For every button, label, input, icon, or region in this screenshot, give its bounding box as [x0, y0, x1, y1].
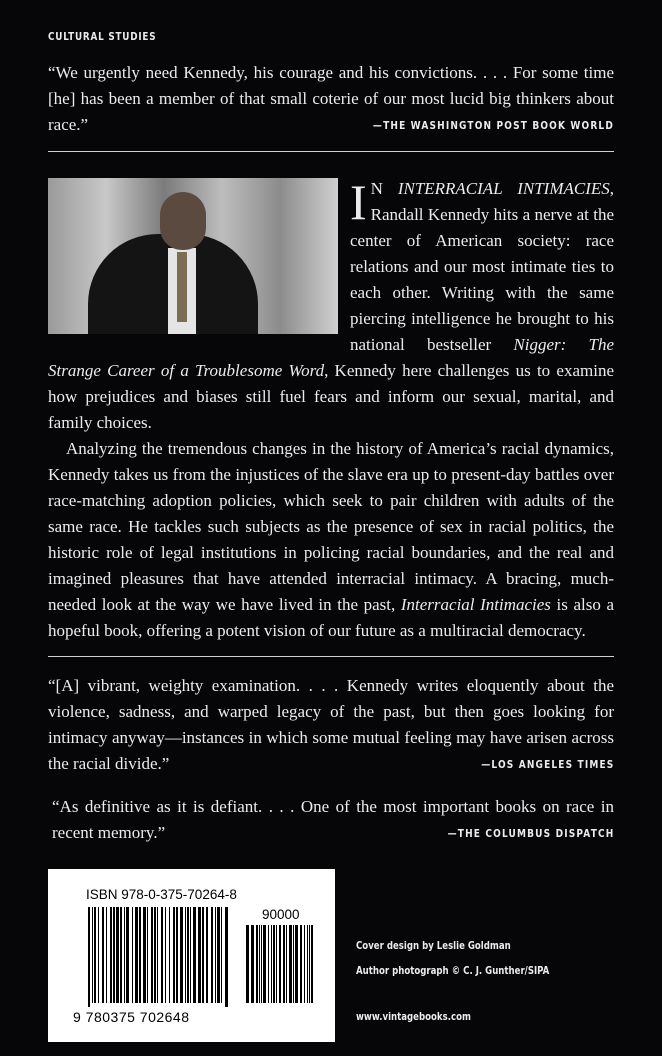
divider [48, 656, 614, 657]
barcode-bar [165, 907, 166, 1003]
credits [356, 869, 604, 1035]
price-barcode-bar [286, 925, 287, 1003]
barcode-bar [193, 907, 196, 1003]
book-title: INTERRACIAL INTIMACIES [397, 179, 610, 198]
price-barcode-bar [304, 925, 305, 1003]
barcode-bar [147, 907, 148, 1003]
barcode-bar [221, 907, 222, 1003]
price-barcode-bar [263, 925, 266, 1003]
barcode-bar [173, 907, 175, 1003]
barcode-bar [190, 907, 191, 1003]
barcode-bar [202, 907, 204, 1003]
quote-columbus-dispatch [48, 794, 614, 847]
barcode-bar [88, 907, 90, 1007]
quote-los-angeles-times [48, 673, 614, 778]
barcode-bar [151, 907, 153, 1003]
description-paragraph-2: Analyzing the tremendous changes in the history of America’s racial dynamics, Kennedy takes us from the injustices of the slave era up to present-day battles over race-matching adoption policies, which seek to pair children with adults of the same race. He tackles such subjects as the presence of sex in racial politics, the historic role of legal institutions in policing racial boundaries, and the real and imagined pleasures that have attended interracial intimacy. A bracing, much-needed look at the way we have lived in the past, Interracial Intimacies is also a hopeful book, offering a potent vision of our future as a multiracial democracy. [48, 439, 615, 640]
price-barcode-bar [273, 925, 275, 1003]
barcode-bars [88, 907, 318, 1007]
price-barcode-bar [259, 925, 260, 1003]
website-link[interactable]: www.vintagebooks.com [356, 1010, 471, 1023]
quote-text: “As definitive as it is defiant. . . . One of the most important books on race in recent memory.” [52, 797, 614, 842]
price-barcode-bar [283, 925, 285, 1003]
barcode-bar [154, 907, 156, 1003]
barcode-bar [113, 907, 115, 1003]
price-barcode-bar [256, 925, 258, 1003]
quote-text: “[A] vibrant, weighty examination. . . . Kennedy writes eloquently about the violence, sadness, and warped legacy of the past, but then goes looking for intimacy anyway—instances in which some mutual feeling may have arisen across the racial divide.” [48, 676, 614, 773]
barcode-bar [120, 907, 122, 1003]
barcode-bar [126, 907, 129, 1003]
price-barcode-bar [251, 925, 254, 1003]
isbn-number: ISBN 978-0-375-70264-8 [86, 887, 237, 902]
price-barcode-bar [307, 925, 308, 1003]
barcode-bar [110, 907, 112, 1003]
quote-text: “We urgently need Kennedy, his courage and his convictions. . . . For some time [he] has been a member of that small coterie of our most lucid big thinkers about race.” [48, 63, 614, 134]
price-barcode-bar [279, 925, 281, 1003]
back-cover [48, 0, 614, 1056]
cover-design-credit: Cover design by Leslie Goldman [356, 939, 511, 952]
book-description [48, 176, 614, 644]
price-barcode-bar [261, 925, 262, 1003]
previous-book-title: Nigger: The Strange Career of a Troublesome Word [48, 335, 614, 380]
price-barcode-bar [311, 925, 313, 1003]
barcode-bar [206, 907, 208, 1003]
barcode-bar [185, 907, 186, 1003]
barcode-bar [124, 907, 125, 1003]
barcode-bar [106, 907, 107, 1003]
barcode-bar [102, 907, 104, 1003]
quote-washington-post [48, 60, 614, 139]
barcode-bar [225, 907, 228, 1007]
price-barcode-bar [309, 925, 310, 1003]
bottom-row [48, 869, 614, 1042]
author-photo [48, 178, 338, 334]
barcode-bar [176, 907, 178, 1003]
price-barcode-bar [276, 925, 277, 1003]
price-barcode-bar [289, 925, 292, 1003]
price-barcode-bar [271, 925, 272, 1003]
barcode-bar [215, 907, 216, 1003]
drop-cap: I [350, 174, 367, 230]
price-barcode-bar [295, 925, 298, 1003]
barcode-bar [211, 907, 213, 1003]
barcode-bar [135, 907, 138, 1003]
barcode-bar [157, 907, 158, 1003]
price-code: 90000 [262, 907, 300, 922]
barcode-bar [92, 907, 93, 1003]
barcode-digits: 9 780375 702648 [73, 1009, 190, 1025]
photo-credit: Author photograph © C. J. Gunther/SIPA [356, 964, 550, 977]
barcode-bar [198, 907, 201, 1003]
divider [48, 151, 614, 152]
barcode-bar [132, 907, 133, 1003]
price-barcode-bar [246, 925, 249, 1003]
barcode-bar [94, 907, 96, 1003]
barcode-bar [139, 907, 141, 1003]
barcode-bar [143, 907, 146, 1003]
price-barcode-bar [293, 925, 294, 1003]
category-label: CULTURAL STUDIES [48, 30, 157, 43]
quote-source: —THE COLUMBUS DISPATCH [447, 827, 614, 840]
price-barcode-bar [268, 925, 269, 1003]
barcode-bar [98, 907, 99, 1003]
barcode-bar [169, 907, 170, 1003]
description-paragraph-1: I N INTERRACIAL INTIMACIES, Randall Kennedy hits a nerve at the center of American society: race relations and our most intimate ties to each other. Writing with the same piercing intelligence he brought to his national bestseller Nigger: The Strange Career of a Troublesome Word, Kennedy here challenges us to examine how prejudices and biases still fuel fears and inform our sexual, marital, and family choices. [48, 174, 614, 432]
barcode-bar [116, 907, 119, 1003]
quote-source: —THE WASHINGTON POST BOOK WORLD [372, 119, 614, 132]
barcode-bar [217, 907, 220, 1003]
isbn-barcode [48, 869, 335, 1042]
barcode-bar [161, 907, 163, 1003]
price-barcode-bar [300, 925, 302, 1003]
quote-source: —LOS ANGELES TIMES [480, 758, 614, 771]
barcode-bar [180, 907, 183, 1003]
barcode-bar [187, 907, 189, 1003]
